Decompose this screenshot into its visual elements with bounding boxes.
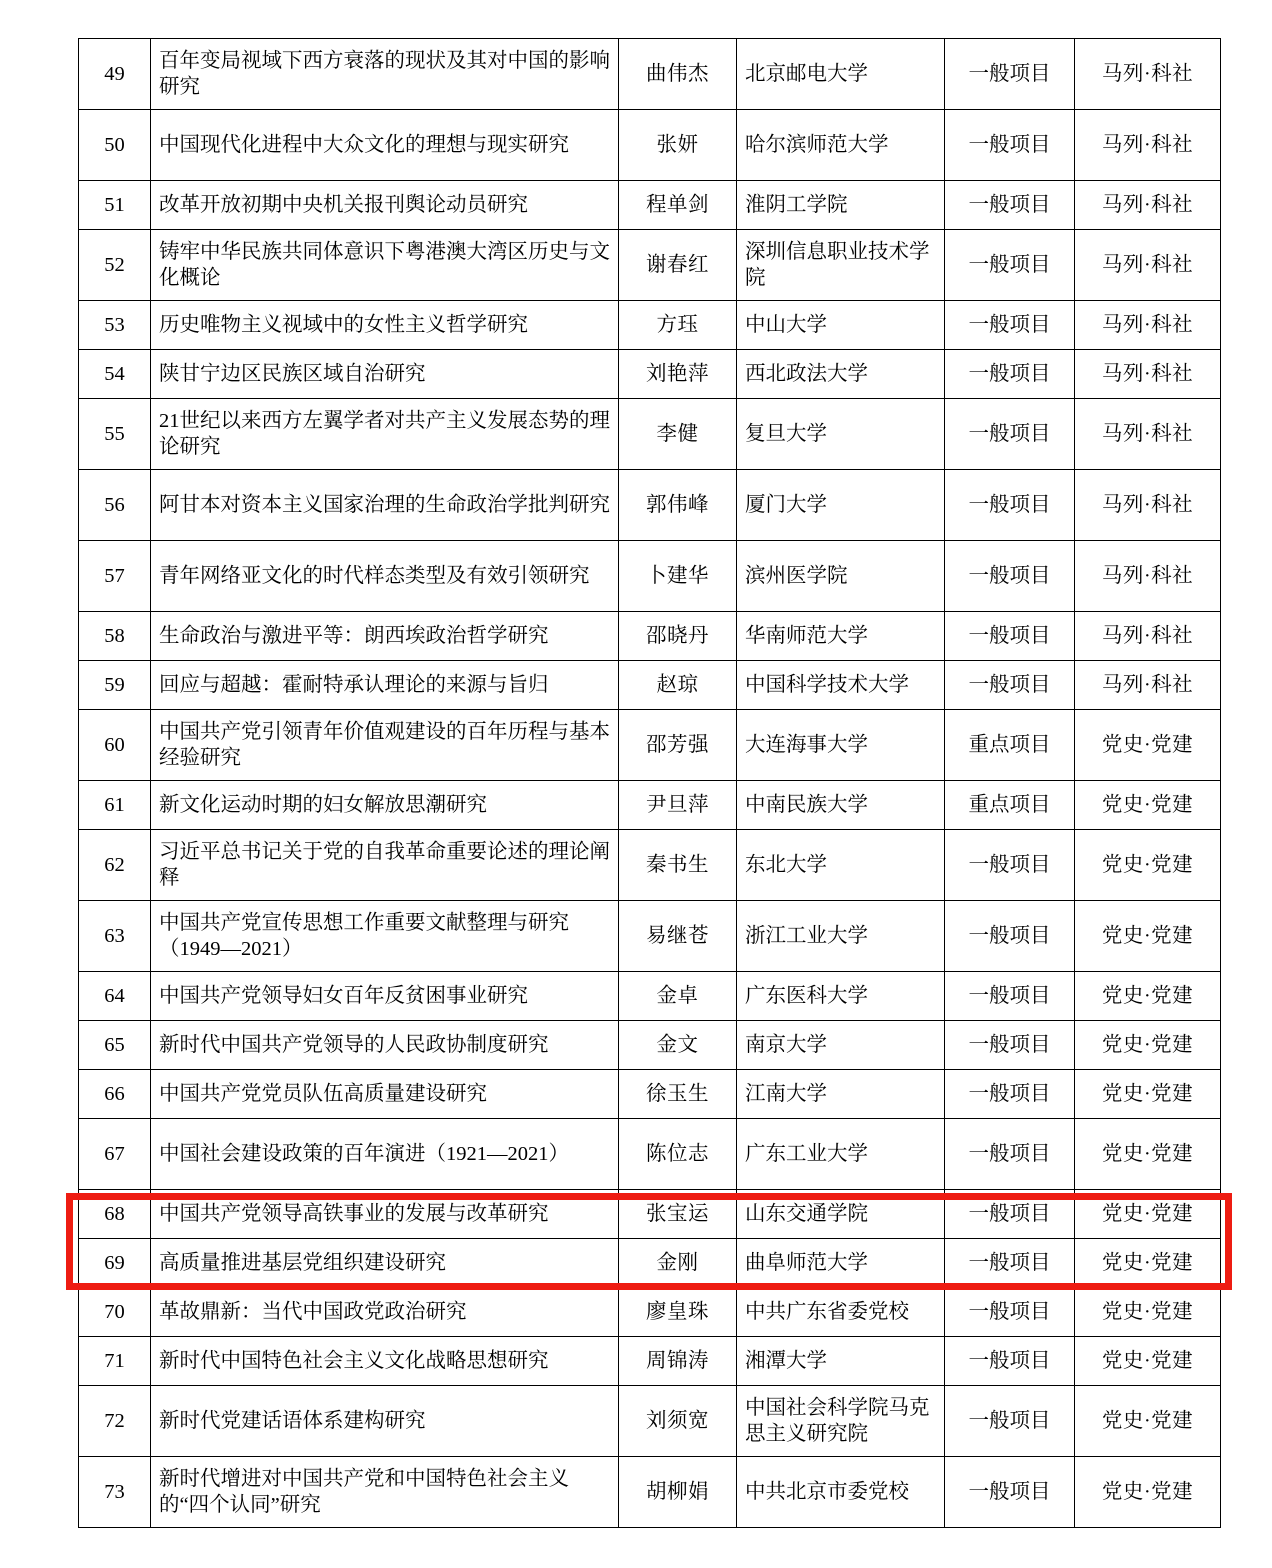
project-type: 一般项目 xyxy=(945,1119,1075,1190)
table-row xyxy=(79,541,1221,612)
project-type: 一般项目 xyxy=(945,399,1075,470)
project-title: 青年网络亚文化的时代样态类型及有效引领研究 xyxy=(151,541,619,612)
project-category: 党史·党建 xyxy=(1075,972,1221,1021)
project-category: 马列·科社 xyxy=(1075,301,1221,350)
row-index: 72 xyxy=(79,1386,151,1457)
project-type: 一般项目 xyxy=(945,830,1075,901)
project-category: 党史·党建 xyxy=(1075,1386,1221,1457)
project-title: 中国共产党领导高铁事业的发展与改革研究 xyxy=(151,1190,619,1239)
project-leader: 李健 xyxy=(619,399,737,470)
project-title: 改革开放初期中央机关报刊舆论动员研究 xyxy=(151,181,619,230)
row-index: 71 xyxy=(79,1337,151,1386)
table-row xyxy=(79,181,1221,230)
project-org: 哈尔滨师范大学 xyxy=(737,110,945,181)
project-org: 厦门大学 xyxy=(737,470,945,541)
row-index: 69 xyxy=(79,1239,151,1288)
table-row xyxy=(79,39,1221,110)
project-org: 浙江工业大学 xyxy=(737,901,945,972)
project-type: 一般项目 xyxy=(945,1239,1075,1288)
table-row xyxy=(79,399,1221,470)
table-row xyxy=(79,661,1221,710)
project-title: 高质量推进基层党组织建设研究 xyxy=(151,1239,619,1288)
project-type: 一般项目 xyxy=(945,661,1075,710)
project-title: 新时代中国特色社会主义文化战略思想研究 xyxy=(151,1337,619,1386)
project-type: 一般项目 xyxy=(945,1070,1075,1119)
table-row-highlighted xyxy=(79,1239,1221,1288)
project-leader: 秦书生 xyxy=(619,830,737,901)
project-category: 马列·科社 xyxy=(1075,110,1221,181)
project-title: 新时代中国共产党领导的人民政协制度研究 xyxy=(151,1021,619,1070)
project-org: 淮阴工学院 xyxy=(737,181,945,230)
project-type: 一般项目 xyxy=(945,1337,1075,1386)
table-body xyxy=(79,39,1221,1528)
table-row xyxy=(79,972,1221,1021)
table-row xyxy=(79,1021,1221,1070)
row-index: 59 xyxy=(79,661,151,710)
project-category: 党史·党建 xyxy=(1075,901,1221,972)
project-org: 滨州医学院 xyxy=(737,541,945,612)
project-title: 陕甘宁边区民族区域自治研究 xyxy=(151,350,619,399)
project-type: 一般项目 xyxy=(945,1386,1075,1457)
table-row xyxy=(79,1190,1221,1239)
project-category: 党史·党建 xyxy=(1075,1337,1221,1386)
project-org: 复旦大学 xyxy=(737,399,945,470)
table-row xyxy=(79,470,1221,541)
project-org: 中国科学技术大学 xyxy=(737,661,945,710)
project-type: 一般项目 xyxy=(945,181,1075,230)
project-title: 回应与超越：霍耐特承认理论的来源与旨归 xyxy=(151,661,619,710)
project-leader: 张宝运 xyxy=(619,1190,737,1239)
project-leader: 程单剑 xyxy=(619,181,737,230)
project-org: 广东工业大学 xyxy=(737,1119,945,1190)
row-index: 67 xyxy=(79,1119,151,1190)
row-index: 66 xyxy=(79,1070,151,1119)
table-row xyxy=(79,781,1221,830)
project-title: 新时代党建话语体系建构研究 xyxy=(151,1386,619,1457)
project-org: 广东医科大学 xyxy=(737,972,945,1021)
row-index: 53 xyxy=(79,301,151,350)
project-org: 深圳信息职业技术学院 xyxy=(737,230,945,301)
project-title: 中国共产党党员队伍高质量建设研究 xyxy=(151,1070,619,1119)
project-title: 生命政治与激进平等：朗西埃政治哲学研究 xyxy=(151,612,619,661)
project-org: 湘潭大学 xyxy=(737,1337,945,1386)
project-category: 马列·科社 xyxy=(1075,470,1221,541)
project-type: 一般项目 xyxy=(945,541,1075,612)
table-row xyxy=(79,830,1221,901)
project-org: 中共北京市委党校 xyxy=(737,1457,945,1528)
project-title: 新文化运动时期的妇女解放思潮研究 xyxy=(151,781,619,830)
project-org: 中国社会科学院马克思主义研究院 xyxy=(737,1386,945,1457)
project-org: 曲阜师范大学 xyxy=(737,1239,945,1288)
project-org: 西北政法大学 xyxy=(737,350,945,399)
project-leader: 徐玉生 xyxy=(619,1070,737,1119)
project-leader: 胡柳娟 xyxy=(619,1457,737,1528)
project-leader: 金文 xyxy=(619,1021,737,1070)
project-type: 一般项目 xyxy=(945,470,1075,541)
project-type: 一般项目 xyxy=(945,972,1075,1021)
project-category: 党史·党建 xyxy=(1075,1070,1221,1119)
table-row xyxy=(79,1288,1221,1337)
project-title: 中国共产党引领青年价值观建设的百年历程与基本经验研究 xyxy=(151,710,619,781)
project-leader: 谢春红 xyxy=(619,230,737,301)
project-org: 中共广东省委党校 xyxy=(737,1288,945,1337)
project-leader: 赵琼 xyxy=(619,661,737,710)
project-title: 中国社会建设政策的百年演进（1921—2021） xyxy=(151,1119,619,1190)
project-title: 中国现代化进程中大众文化的理想与现实研究 xyxy=(151,110,619,181)
row-index: 51 xyxy=(79,181,151,230)
table-row xyxy=(79,110,1221,181)
project-type: 一般项目 xyxy=(945,1021,1075,1070)
project-leader: 卜建华 xyxy=(619,541,737,612)
project-leader: 刘须宽 xyxy=(619,1386,737,1457)
project-leader: 邵芳强 xyxy=(619,710,737,781)
row-index: 52 xyxy=(79,230,151,301)
project-list-table xyxy=(78,38,1221,1528)
project-org: 中山大学 xyxy=(737,301,945,350)
project-org: 东北大学 xyxy=(737,830,945,901)
project-type: 一般项目 xyxy=(945,350,1075,399)
project-category: 党史·党建 xyxy=(1075,1021,1221,1070)
row-index: 58 xyxy=(79,612,151,661)
project-category: 马列·科社 xyxy=(1075,661,1221,710)
project-category: 党史·党建 xyxy=(1075,1239,1221,1288)
project-category: 党史·党建 xyxy=(1075,710,1221,781)
project-leader: 易继苍 xyxy=(619,901,737,972)
project-title: 铸牢中华民族共同体意识下粤港澳大湾区历史与文化概论 xyxy=(151,230,619,301)
row-index: 73 xyxy=(79,1457,151,1528)
table-row xyxy=(79,1119,1221,1190)
project-org: 江南大学 xyxy=(737,1070,945,1119)
project-leader: 陈位志 xyxy=(619,1119,737,1190)
project-leader: 曲伟杰 xyxy=(619,39,737,110)
table-row xyxy=(79,230,1221,301)
project-title: 历史唯物主义视域中的女性主义哲学研究 xyxy=(151,301,619,350)
project-category: 马列·科社 xyxy=(1075,541,1221,612)
project-org: 南京大学 xyxy=(737,1021,945,1070)
table-row xyxy=(79,1337,1221,1386)
table-row xyxy=(79,301,1221,350)
project-leader: 金刚 xyxy=(619,1239,737,1288)
row-index: 70 xyxy=(79,1288,151,1337)
table-row xyxy=(79,710,1221,781)
project-category: 党史·党建 xyxy=(1075,830,1221,901)
project-title: 革故鼎新：当代中国政党政治研究 xyxy=(151,1288,619,1337)
project-org: 大连海事大学 xyxy=(737,710,945,781)
row-index: 65 xyxy=(79,1021,151,1070)
project-type: 一般项目 xyxy=(945,301,1075,350)
project-org: 华南师范大学 xyxy=(737,612,945,661)
project-title: 中国共产党领导妇女百年反贫困事业研究 xyxy=(151,972,619,1021)
project-type: 一般项目 xyxy=(945,39,1075,110)
project-leader: 尹旦萍 xyxy=(619,781,737,830)
project-type: 一般项目 xyxy=(945,1457,1075,1528)
project-title: 新时代增进对中国共产党和中国特色社会主义的“四个认同”研究 xyxy=(151,1457,619,1528)
project-leader: 刘艳萍 xyxy=(619,350,737,399)
row-index: 49 xyxy=(79,39,151,110)
row-index: 55 xyxy=(79,399,151,470)
project-category: 马列·科社 xyxy=(1075,350,1221,399)
project-org: 北京邮电大学 xyxy=(737,39,945,110)
row-index: 50 xyxy=(79,110,151,181)
row-index: 56 xyxy=(79,470,151,541)
row-index: 60 xyxy=(79,710,151,781)
project-category: 马列·科社 xyxy=(1075,39,1221,110)
project-type: 一般项目 xyxy=(945,612,1075,661)
table-row xyxy=(79,350,1221,399)
table-row xyxy=(79,1457,1221,1528)
row-index: 57 xyxy=(79,541,151,612)
row-index: 68 xyxy=(79,1190,151,1239)
row-index: 62 xyxy=(79,830,151,901)
project-title: 21世纪以来西方左翼学者对共产主义发展态势的理论研究 xyxy=(151,399,619,470)
project-type: 一般项目 xyxy=(945,901,1075,972)
project-title: 百年变局视域下西方衰落的现状及其对中国的影响研究 xyxy=(151,39,619,110)
project-leader: 廖皇珠 xyxy=(619,1288,737,1337)
table-row xyxy=(79,901,1221,972)
project-leader: 邵晓丹 xyxy=(619,612,737,661)
project-type: 一般项目 xyxy=(945,110,1075,181)
project-leader: 张妍 xyxy=(619,110,737,181)
project-title: 中国共产党宣传思想工作重要文献整理与研究（1949—2021） xyxy=(151,901,619,972)
table-row xyxy=(79,1070,1221,1119)
project-title: 习近平总书记关于党的自我革命重要论述的理论阐释 xyxy=(151,830,619,901)
project-category: 马列·科社 xyxy=(1075,399,1221,470)
project-title: 阿甘本对资本主义国家治理的生命政治学批判研究 xyxy=(151,470,619,541)
table-row xyxy=(79,612,1221,661)
project-category: 党史·党建 xyxy=(1075,1190,1221,1239)
row-index: 64 xyxy=(79,972,151,1021)
project-category: 马列·科社 xyxy=(1075,181,1221,230)
project-type: 一般项目 xyxy=(945,1288,1075,1337)
project-leader: 方珏 xyxy=(619,301,737,350)
project-category: 马列·科社 xyxy=(1075,612,1221,661)
project-type: 重点项目 xyxy=(945,781,1075,830)
row-index: 61 xyxy=(79,781,151,830)
row-index: 63 xyxy=(79,901,151,972)
project-category: 党史·党建 xyxy=(1075,1457,1221,1528)
project-category: 党史·党建 xyxy=(1075,781,1221,830)
project-category: 党史·党建 xyxy=(1075,1119,1221,1190)
project-type: 一般项目 xyxy=(945,230,1075,301)
project-type: 一般项目 xyxy=(945,1190,1075,1239)
project-category: 马列·科社 xyxy=(1075,230,1221,301)
project-leader: 郭伟峰 xyxy=(619,470,737,541)
project-org: 山东交通学院 xyxy=(737,1190,945,1239)
table-row xyxy=(79,1386,1221,1457)
project-category: 党史·党建 xyxy=(1075,1288,1221,1337)
project-leader: 金卓 xyxy=(619,972,737,1021)
project-leader: 周锦涛 xyxy=(619,1337,737,1386)
row-index: 54 xyxy=(79,350,151,399)
project-type: 重点项目 xyxy=(945,710,1075,781)
project-org: 中南民族大学 xyxy=(737,781,945,830)
